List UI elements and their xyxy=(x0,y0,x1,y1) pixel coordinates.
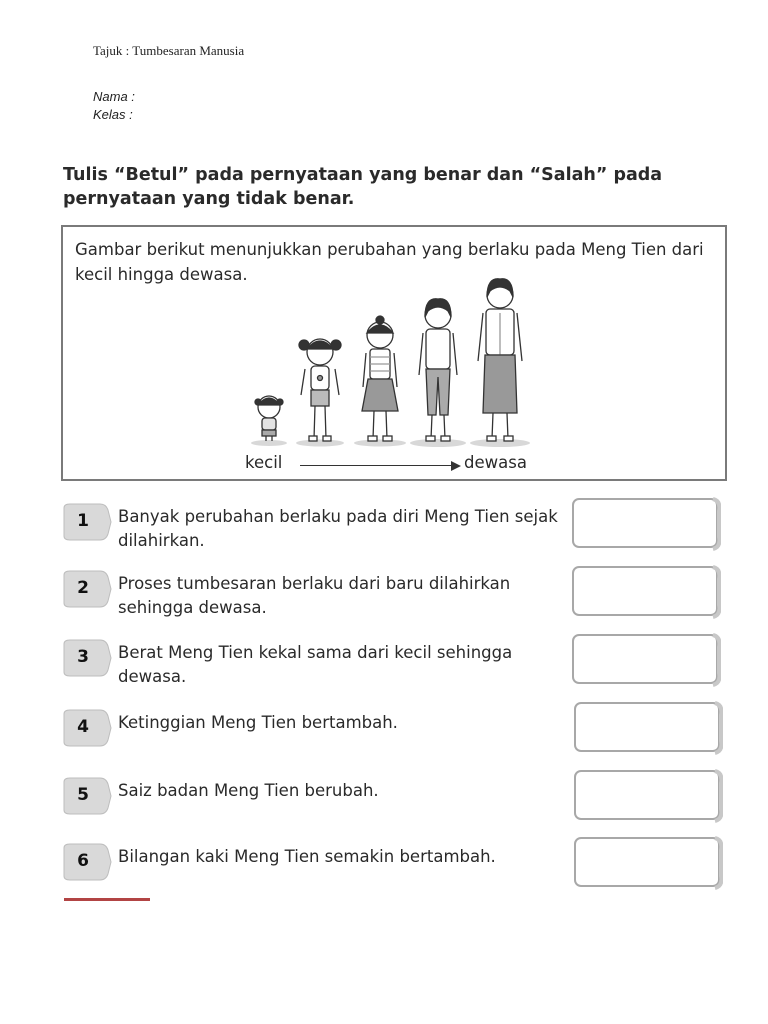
answer-box-3[interactable] xyxy=(571,633,721,687)
growth-picture-box xyxy=(61,225,727,481)
instruction-text: Tulis “Betul” pada pernyataan yang benar dan “Salah” pada pernyataan yang tidak benar. xyxy=(63,165,663,209)
answer-box-1[interactable] xyxy=(571,497,721,551)
shadow-stage-1 xyxy=(251,440,287,446)
shadow-stage-3 xyxy=(354,440,406,447)
question-text: Bilangan kaki Meng Tien semakin bertambah. xyxy=(118,847,496,866)
question-text: Saiz badan Meng Tien berubah. xyxy=(118,781,379,800)
question-number: 5 xyxy=(77,785,89,805)
growth-arrow-line xyxy=(300,465,454,466)
answer-box-2[interactable] xyxy=(571,565,721,619)
answer-box-6[interactable] xyxy=(573,836,723,890)
picture-caption: Gambar berikut menunjukkan perubahan yang berlaku pada Meng Tien dari kecil hingga dewasa. xyxy=(75,240,704,284)
question-text: Proses tumbesaran berlaku dari baru dilahirkan sehingga dewasa. xyxy=(118,574,511,617)
question-text: Berat Meng Tien kekal sama dari kecil sehingga dewasa. xyxy=(118,643,513,686)
scale-label-kecil: kecil xyxy=(245,453,283,472)
class-field-label: Kelas : xyxy=(93,107,133,122)
answer-box-4[interactable] xyxy=(573,701,723,755)
answer-box-5[interactable] xyxy=(573,769,723,823)
question-number: 1 xyxy=(77,511,89,531)
figure-adult xyxy=(478,279,522,441)
question-number: 4 xyxy=(77,717,89,737)
growth-arrow-head xyxy=(451,461,461,471)
question-number: 6 xyxy=(77,851,89,871)
question-number: 2 xyxy=(77,578,89,598)
question-number: 3 xyxy=(77,647,89,667)
shadow-stage-4 xyxy=(410,439,466,447)
shadow-stage-2 xyxy=(296,440,344,447)
figure-teenager xyxy=(419,299,457,441)
bottom-divider-mark xyxy=(64,898,150,901)
figure-toddler xyxy=(255,396,283,441)
figure-older-child xyxy=(362,316,398,441)
figure-child xyxy=(299,339,341,441)
growth-stages-illustration xyxy=(63,227,729,483)
name-field-label: Nama : xyxy=(93,89,135,104)
shadow-stage-5 xyxy=(470,439,530,447)
question-text: Ketinggian Meng Tien bertambah. xyxy=(118,713,398,732)
scale-label-dewasa: dewasa xyxy=(464,453,527,472)
worksheet-topic: Tajuk : Tumbesaran Manusia xyxy=(93,43,245,58)
question-text: Banyak perubahan berlaku pada diri Meng Tien sejak dilahirkan. xyxy=(118,507,558,550)
